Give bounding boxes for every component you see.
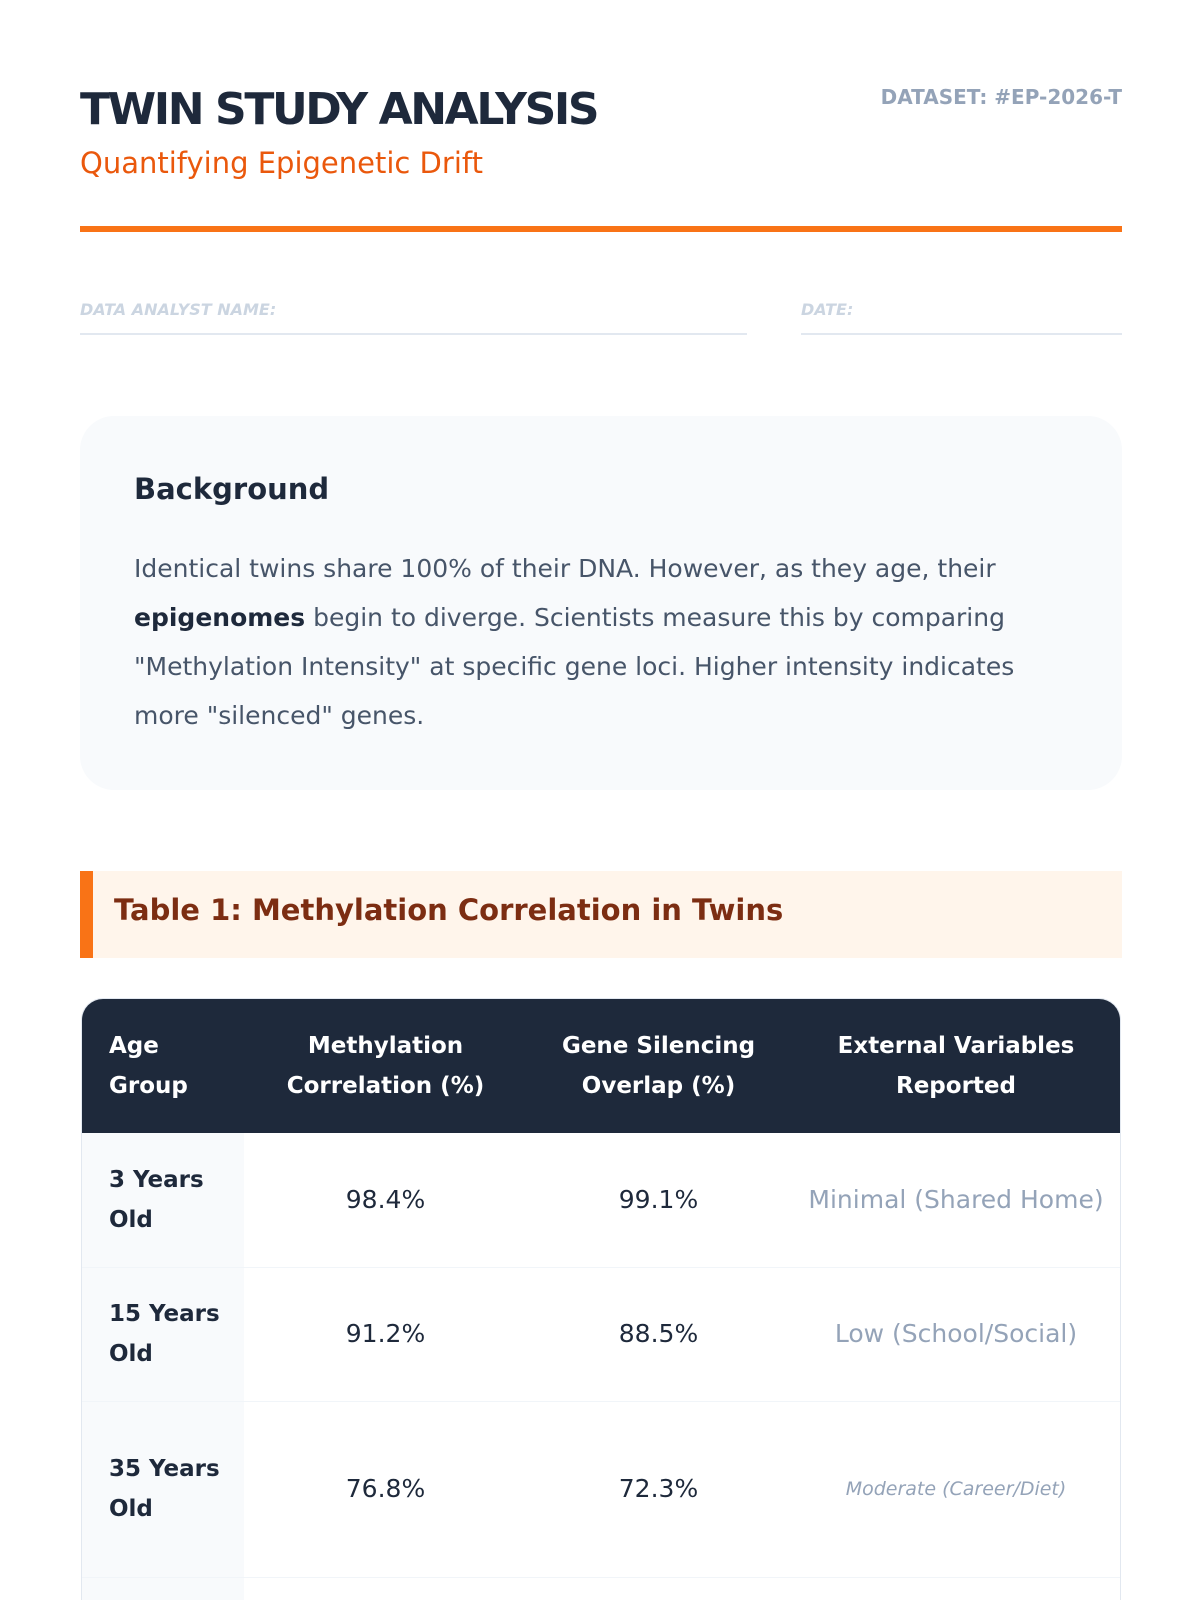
date-field[interactable] (801, 298, 1122, 335)
background-section (80, 416, 1122, 790)
table-title-banner (80, 871, 1122, 958)
table-title: Table 1: Methylation Correlation in Twins (114, 893, 784, 927)
background-text-bold: epigenomes (134, 603, 306, 632)
background-text-part2: begin to diverge. Scientists measure this by comparing "Methylation Intensity" at specific gene loci. Higher intensity indicates more "silenced" genes. (134, 603, 1015, 730)
cell-empty (790, 1577, 1121, 1600)
cell-methylation: 98.4% (244, 1133, 527, 1267)
cell-silencing: 99.1% (527, 1133, 790, 1267)
cell-silencing: 72.3% (527, 1401, 790, 1577)
page-subtitle: Quantifying Epigenetic Drift (80, 146, 483, 180)
cell-age-empty (82, 1577, 244, 1600)
cell-variables: Low (School/Social) (790, 1267, 1121, 1401)
table-row (82, 1133, 1121, 1267)
background-text-part1: Identical twins share 100% of their DNA. However, as they age, their (134, 554, 996, 583)
table-row (82, 1401, 1121, 1577)
background-text (134, 544, 1054, 740)
methylation-table (81, 998, 1121, 1600)
cell-age: 35 Years Old (82, 1401, 244, 1577)
header (80, 82, 1122, 182)
column-header-age: Age Group (109, 1033, 188, 1099)
table-row (82, 1267, 1121, 1401)
analyst-name-field[interactable] (80, 298, 747, 335)
cell-methylation: 91.2% (244, 1267, 527, 1401)
column-header-silencing: Gene Silencing Overlap (%) (561, 1033, 756, 1099)
cell-empty (244, 1577, 527, 1600)
analyst-name-label: DATA ANALYST NAME: (80, 300, 277, 319)
dataset-id: DATASET: #EP-2026-T (880, 85, 1122, 109)
column-header-methylation: Methylation Correlation (%) (286, 1033, 485, 1099)
background-heading: Background (134, 472, 330, 506)
cell-silencing: 88.5% (527, 1267, 790, 1401)
cell-age: 3 Years Old (82, 1133, 244, 1267)
cell-methylation: 76.8% (244, 1401, 527, 1577)
worksheet-page (80, 0, 1122, 1600)
table-header-row (82, 999, 1121, 1133)
cell-empty (527, 1577, 790, 1600)
cell-variables: Moderate (Career/Diet) (790, 1401, 1121, 1577)
cell-age: 15 Years Old (82, 1267, 244, 1401)
cell-variables: Minimal (Shared Home) (790, 1133, 1121, 1267)
header-divider (80, 226, 1122, 232)
table-row-empty (82, 1577, 1121, 1600)
column-header-variables: External Variables Reported (837, 1033, 1075, 1099)
date-label: DATE: (801, 300, 854, 319)
page-title: TWIN STUDY ANALYSIS (80, 84, 598, 135)
